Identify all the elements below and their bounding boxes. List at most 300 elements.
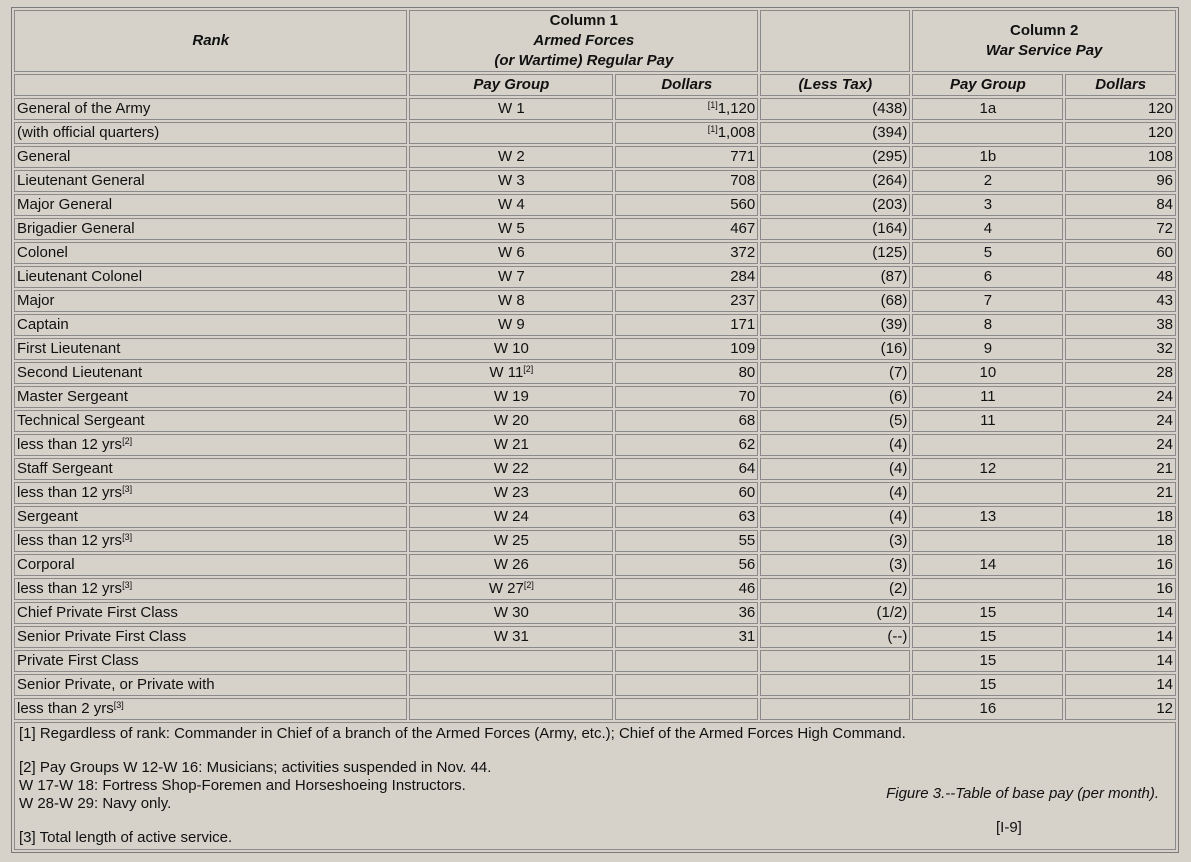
war-dollars-cell: [1065, 410, 1176, 432]
war-dollars-cell: [1065, 530, 1176, 552]
footnote-2a: [2] Pay Groups W 12-W 16: Musicians; activities suspended in Nov. 44.: [19, 759, 492, 776]
war-pay-group-cell-text: 14: [979, 556, 997, 573]
war-pay-group-cell: [912, 266, 1063, 288]
less-tax-cell: [760, 650, 910, 672]
rank-cell: [14, 698, 407, 720]
dollars-cell: [615, 674, 758, 696]
pay-group-cell: [409, 698, 613, 720]
war-dollars-cell: [1065, 626, 1176, 648]
pay-group-cell: [409, 674, 613, 696]
less-tax-cell: [760, 194, 910, 216]
dollars-cell: [615, 578, 758, 600]
dollars-cell-text: 708: [730, 172, 756, 189]
war-dollars-cell: [1065, 122, 1176, 144]
war-dollars-cell-text: 24: [1156, 412, 1173, 429]
footnote-ref: [3]: [113, 700, 124, 710]
table-row: [14, 434, 1176, 456]
less-tax-cell-text: (4): [888, 508, 908, 525]
war-dollars-cell: [1065, 386, 1176, 408]
rank-cell: [14, 122, 407, 144]
pay-group-cell-text: W 22: [493, 460, 529, 477]
less-tax-cell-text: (438): [872, 100, 908, 117]
table-row: [14, 122, 1176, 144]
war-dollars-cell: [1065, 674, 1176, 696]
war-pay-group-cell: [912, 338, 1063, 360]
rank-cell-text: less than 12 yrs: [17, 580, 123, 597]
rank-header: Rank: [14, 10, 407, 72]
pay-group-cell-text: W 24: [493, 508, 529, 525]
less-tax-cell-text: (87): [880, 268, 908, 285]
war-dollars-cell: [1065, 482, 1176, 504]
less-tax-cell: [760, 434, 910, 456]
pay-group-cell: [409, 290, 613, 312]
war-pay-group-cell-text: 9: [983, 340, 993, 357]
dollars-cell-text: 467: [730, 220, 756, 237]
pay-group-cell-text: W 2: [498, 148, 525, 165]
pay-group-cell-text: W 19: [493, 388, 529, 405]
war-dollars-cell-text: 24: [1156, 436, 1173, 453]
war-dollars-cell-text: 38: [1156, 316, 1173, 333]
dollars-cell-text: 284: [730, 268, 756, 285]
dollars-cell: [615, 410, 758, 432]
less-tax-cell-text: (2): [888, 580, 908, 597]
war-pay-group-cell: [912, 458, 1063, 480]
dollars-cell: [615, 218, 758, 240]
pay-group-cell: [409, 482, 613, 504]
less-tax-cell-text: (4): [888, 484, 908, 501]
dollars-cell: [615, 362, 758, 384]
war-dollars-cell-text: 48: [1156, 268, 1173, 285]
footnote-ref: [3]: [122, 484, 133, 494]
pay-group-cell-text: W 4: [498, 196, 525, 213]
less-tax-cell-text: (3): [888, 532, 908, 549]
pay-group-cell-text: W 6: [498, 244, 525, 261]
war-pay-group-cell-text: 6: [983, 268, 993, 285]
pay-group-cell-text: W 26: [493, 556, 529, 573]
rank-cell-text: Lieutenant Colonel: [17, 268, 143, 285]
pay-group-cell-text: W 9: [498, 316, 525, 333]
table-row: [14, 218, 1176, 240]
rank-cell: [14, 194, 407, 216]
dollars-cell-text: 31: [738, 628, 756, 645]
rank-cell-text: First Lieutenant: [17, 340, 121, 357]
dollars-cell: [615, 554, 758, 576]
table-row: [14, 266, 1176, 288]
pay-group-cell-text: W 7: [498, 268, 525, 285]
column-2-header: Column 2 War Service Pay: [912, 10, 1176, 72]
rank-cell: [14, 482, 407, 504]
dollars-cell-text: 80: [738, 364, 756, 381]
rank-cell: [14, 674, 407, 696]
dollars-cell: [615, 290, 758, 312]
dollars-cell: [615, 170, 758, 192]
war-dollars-cell: [1065, 194, 1176, 216]
war-pay-group-cell: [912, 674, 1063, 696]
rank-cell-text: General: [17, 148, 71, 165]
war-dollars-cell: [1065, 338, 1176, 360]
pay-group-cell: [409, 650, 613, 672]
rank-cell-text: Brigadier General: [17, 220, 135, 237]
war-dollars-cell: [1065, 314, 1176, 336]
dollars-cell-text: 109: [730, 340, 756, 357]
pay-group-cell-text: W 27: [488, 580, 524, 597]
less-tax-cell: [760, 242, 910, 264]
war-dollars-cell-text: 60: [1156, 244, 1173, 261]
dollars-cell: [615, 122, 758, 144]
pay-group-cell: [409, 146, 613, 168]
war-pay-group-cell: [912, 578, 1063, 600]
dollars-cell-text: 771: [730, 148, 756, 165]
war-pay-group-cell: [912, 146, 1063, 168]
dollars-cell-text: 46: [738, 580, 756, 597]
less-tax-cell: [760, 338, 910, 360]
pay-group-cell-text: W 31: [493, 628, 529, 645]
war-pay-group-cell: [912, 170, 1063, 192]
war-dollars-cell-text: 28: [1156, 364, 1173, 381]
column-1-header: Column 1 Armed Forces (or Wartime) Regular Pay: [409, 10, 758, 72]
pay-group-cell-text: W 25: [493, 532, 529, 549]
war-dollars-cell: [1065, 242, 1176, 264]
pay-group-cell: [409, 506, 613, 528]
less-tax-cell-text: (68): [880, 292, 908, 309]
pay-group-cell-text: W 30: [493, 604, 529, 621]
less-tax-cell: [760, 314, 910, 336]
war-dollars-cell: [1065, 362, 1176, 384]
less-tax-cell: [760, 458, 910, 480]
war-dollars-cell-text: 108: [1147, 148, 1173, 165]
figure-caption: Figure 3.--Table of base pay (per month).: [886, 785, 1159, 802]
rank-cell: [14, 650, 407, 672]
less-tax-cell: [760, 578, 910, 600]
pay-group-cell: [409, 122, 613, 144]
war-pay-group-cell-text: 5: [983, 244, 993, 261]
pay-group-cell: [409, 98, 613, 120]
table-row: [14, 314, 1176, 336]
table-row: [14, 242, 1176, 264]
less-tax-cell-text: (4): [888, 460, 908, 477]
war-pay-group-cell-text: 11: [980, 388, 996, 405]
rank-cell-text: Staff Sergeant: [17, 460, 113, 477]
table-row: [14, 482, 1176, 504]
war-pay-group-cell-text: 12: [979, 460, 997, 477]
table-row: [14, 458, 1176, 480]
pay-group-cell: [409, 218, 613, 240]
footnote-2b: W 17-W 18: Fortress Shop-Foremen and Horseshoeing Instructors.: [19, 777, 466, 794]
table-row: [14, 626, 1176, 648]
less-tax-cell-text: (1/2): [876, 604, 908, 621]
dollars-cell-text: 237: [730, 292, 756, 309]
rank-cell: [14, 458, 407, 480]
war-pay-group-cell-text: 15: [979, 628, 997, 645]
rank-cell: [14, 98, 407, 120]
less-tax-cell-text: (--): [887, 628, 908, 645]
rank-cell: [14, 290, 407, 312]
dollars-cell-text: 62: [738, 436, 756, 453]
war-dollars-cell: [1065, 218, 1176, 240]
war-dollars-cell: [1065, 458, 1176, 480]
table-row: [14, 674, 1176, 696]
pay-group-cell: [409, 626, 613, 648]
pay-group-cell: [409, 434, 613, 456]
dollars-cell: [615, 266, 758, 288]
rank-cell-text: General of the Army: [17, 100, 151, 117]
war-dollars-cell: [1065, 602, 1176, 624]
footnote-ref: [2]: [122, 436, 133, 446]
war-pay-group-cell-text: 7: [983, 292, 993, 309]
rank-cell-text: less than 12 yrs: [17, 532, 123, 549]
less-tax-cell: [760, 218, 910, 240]
rank-cell-text: Technical Sergeant: [17, 412, 145, 429]
dollars-cell: [615, 506, 758, 528]
rank-cell-text: less than 12 yrs: [17, 436, 123, 453]
pay-group-cell-text: W 20: [493, 412, 529, 429]
less-tax-cell: [760, 698, 910, 720]
rank-cell: [14, 626, 407, 648]
footnote-1: [1] Regardless of rank: Commander in Chief of a branch of the Armed Forces (Army, etc.); Chief of the Armed Forces High Command.: [19, 725, 906, 742]
war-dollars-cell-text: 21: [1156, 460, 1173, 477]
footnote-ref: [2]: [523, 580, 534, 590]
rank-cell: [14, 362, 407, 384]
less-tax-cell-text: (16): [880, 340, 908, 357]
table-row: [14, 602, 1176, 624]
footnote-ref: [1]: [707, 100, 718, 110]
less-tax-header: (Less Tax): [760, 74, 910, 96]
war-pay-group-cell-text: 4: [983, 220, 993, 237]
war-pay-group-cell: [912, 506, 1063, 528]
table-row: [14, 554, 1176, 576]
rank-cell-text: Private First Class: [17, 652, 139, 669]
war-dollars-cell: [1065, 506, 1176, 528]
table-row: [14, 650, 1176, 672]
pay-group-cell-text: W 5: [498, 220, 525, 237]
pay-group-cell: [409, 602, 613, 624]
war-dollars-cell: [1065, 146, 1176, 168]
less-tax-cell: [760, 530, 910, 552]
rank-cell-text: (with official quarters): [17, 124, 160, 141]
less-tax-cell: [760, 98, 910, 120]
rank-cell-text: Colonel: [17, 244, 68, 261]
pay-group-cell: [409, 386, 613, 408]
dollars-cell-text: 372: [730, 244, 756, 261]
pay-group-cell-text: W 10: [493, 340, 529, 357]
war-dollars-cell: [1065, 554, 1176, 576]
less-tax-cell-text: (39): [880, 316, 908, 333]
rank-cell: [14, 506, 407, 528]
rank-cell-text: Captain: [17, 316, 69, 333]
footnote-ref: [2]: [523, 364, 534, 374]
less-tax-cell: [760, 290, 910, 312]
dollars-cell: [615, 530, 758, 552]
rank-cell-text: Lieutenant General: [17, 172, 145, 189]
war-dollars-cell-text: 14: [1156, 604, 1173, 621]
header-row-2: [14, 74, 1176, 96]
dollars-cell: [615, 434, 758, 456]
war-pay-group-cell-text: 15: [979, 652, 997, 669]
war-dollars-cell: [1065, 170, 1176, 192]
dollars-cell: [615, 98, 758, 120]
dollars-cell-text: 55: [738, 532, 756, 549]
less-tax-cell: [760, 674, 910, 696]
less-tax-cell: [760, 362, 910, 384]
war-dollars-cell-text: 24: [1156, 388, 1173, 405]
pay-group-cell: [409, 170, 613, 192]
pay-group-cell: [409, 242, 613, 264]
table-row: [14, 362, 1176, 384]
tax-blank-header: [760, 10, 910, 72]
less-tax-cell-text: (5): [888, 412, 908, 429]
dollars-cell-text: 1,120: [717, 100, 756, 117]
less-tax-cell: [760, 146, 910, 168]
less-tax-cell: [760, 410, 910, 432]
pay-group-cell: [409, 554, 613, 576]
rank-cell: [14, 434, 407, 456]
pay-group-cell: [409, 530, 613, 552]
war-pay-group-cell: [912, 410, 1063, 432]
war-pay-group-cell: [912, 290, 1063, 312]
dollars-cell-text: 63: [738, 508, 756, 525]
table-body: [14, 98, 1176, 720]
war-dollars-cell: [1065, 434, 1176, 456]
rank-subheader-blank: [14, 74, 407, 96]
pay-group-cell-text: W 21: [493, 436, 529, 453]
less-tax-cell: [760, 386, 910, 408]
footnote-3: [3] Total length of active service.: [19, 829, 233, 846]
rank-cell-text: Master Sergeant: [17, 388, 128, 405]
table-row: [14, 506, 1176, 528]
footnote-2c: W 28-W 29: Navy only.: [19, 795, 172, 812]
war-pay-group-cell-text: 1b: [979, 148, 997, 165]
rank-cell-text: Senior Private, or Private with: [17, 676, 215, 693]
table-row: [14, 338, 1176, 360]
war-pay-group-cell: [912, 98, 1063, 120]
war-dollars-cell-text: 18: [1156, 508, 1173, 525]
war-dollars-cell-text: 21: [1156, 484, 1173, 501]
war-pay-group-cell: [912, 482, 1063, 504]
rank-cell: [14, 578, 407, 600]
rank-cell: [14, 266, 407, 288]
war-pay-group-cell: [912, 698, 1063, 720]
rank-cell: [14, 410, 407, 432]
pay-group-cell: [409, 314, 613, 336]
less-tax-cell-text: (264): [872, 172, 908, 189]
rank-cell: [14, 314, 407, 336]
pay-group-cell: [409, 266, 613, 288]
less-tax-cell-text: (394): [872, 124, 908, 141]
pay-group-cell-text: W 1: [498, 100, 525, 117]
pay-group-header: Pay Group: [409, 74, 613, 96]
dollars-cell-text: 36: [738, 604, 756, 621]
dollars-cell-text: 56: [738, 556, 756, 573]
pay-group-cell: [409, 410, 613, 432]
rank-cell-text: Sergeant: [17, 508, 78, 525]
table-row: [14, 170, 1176, 192]
pay-group-cell: [409, 578, 613, 600]
pay-group-cell: [409, 194, 613, 216]
war-dollars-cell-text: 16: [1156, 580, 1173, 597]
war-pay-group-cell: [912, 626, 1063, 648]
dollars-cell-text: 1,008: [717, 124, 756, 141]
table-row: [14, 98, 1176, 120]
rank-cell: [14, 146, 407, 168]
war-dollars-cell: [1065, 290, 1176, 312]
less-tax-cell-text: (164): [872, 220, 908, 237]
footnote-ref: [1]: [707, 124, 718, 134]
war-pay-group-cell-text: 16: [979, 700, 997, 717]
rank-cell-text: less than 12 yrs: [17, 484, 123, 501]
less-tax-cell-text: (203): [872, 196, 908, 213]
rank-cell-text: Senior Private First Class: [17, 628, 187, 645]
war-pay-group-cell-text: 1a: [979, 100, 997, 117]
war-pay-group-cell: [912, 650, 1063, 672]
base-pay-table: [11, 7, 1179, 853]
table-row: [14, 578, 1176, 600]
war-dollars-cell-text: 14: [1156, 652, 1173, 669]
war-dollars-cell-text: 43: [1156, 292, 1173, 309]
rank-cell: [14, 530, 407, 552]
table-row: [14, 386, 1176, 408]
pay-group-cell-text: W 3: [498, 172, 525, 189]
war-dollars-cell-text: 72: [1156, 220, 1173, 237]
dollars-cell: [615, 194, 758, 216]
rank-cell: [14, 170, 407, 192]
war-dollars-cell: [1065, 650, 1176, 672]
rank-cell-text: Major: [17, 292, 55, 309]
footnote-cell: [14, 722, 1176, 850]
rank-cell: [14, 338, 407, 360]
war-pay-group-cell: [912, 554, 1063, 576]
war-dollars-cell: [1065, 98, 1176, 120]
war-pay-group-cell-text: 3: [983, 196, 993, 213]
table-row: [14, 194, 1176, 216]
dollars-cell: [615, 458, 758, 480]
table-row: [14, 290, 1176, 312]
dollars-cell: [615, 242, 758, 264]
table-row: [14, 530, 1176, 552]
less-tax-cell: [760, 602, 910, 624]
war-pay-group-cell: [912, 362, 1063, 384]
war-pay-group-cell: [912, 434, 1063, 456]
war-pay-group-cell-text: 8: [983, 316, 993, 333]
war-pay-group-cell: [912, 530, 1063, 552]
less-tax-cell-text: (295): [872, 148, 908, 165]
war-pay-group-cell: [912, 602, 1063, 624]
dollars-cell: [615, 602, 758, 624]
less-tax-cell: [760, 170, 910, 192]
dollars-cell-text: 171: [730, 316, 756, 333]
war-dollars-cell-text: 120: [1147, 124, 1173, 141]
dollars-cell-text: 70: [738, 388, 756, 405]
war-pay-group-cell-text: 2: [983, 172, 993, 189]
pay-group-cell: [409, 458, 613, 480]
less-tax-cell-text: (125): [872, 244, 908, 261]
footnote-row: [14, 722, 1176, 850]
war-pay-group-cell-text: 10: [979, 364, 997, 381]
dollars-cell-text: 64: [738, 460, 756, 477]
war-dollars-cell-text: 32: [1156, 340, 1173, 357]
pay-group-cell: [409, 362, 613, 384]
rank-cell: [14, 602, 407, 624]
war-dollars-cell: [1065, 578, 1176, 600]
war-dollars-cell-text: 16: [1156, 556, 1173, 573]
dollars-cell: [615, 626, 758, 648]
rank-cell: [14, 386, 407, 408]
rank-cell-text: Major General: [17, 196, 113, 213]
war-pay-group-cell-text: 15: [979, 604, 997, 621]
war-dollars-cell-text: 14: [1156, 628, 1173, 645]
rank-cell: [14, 242, 407, 264]
war-dollars-cell-text: 12: [1156, 700, 1173, 717]
war-dollars-cell: [1065, 698, 1176, 720]
